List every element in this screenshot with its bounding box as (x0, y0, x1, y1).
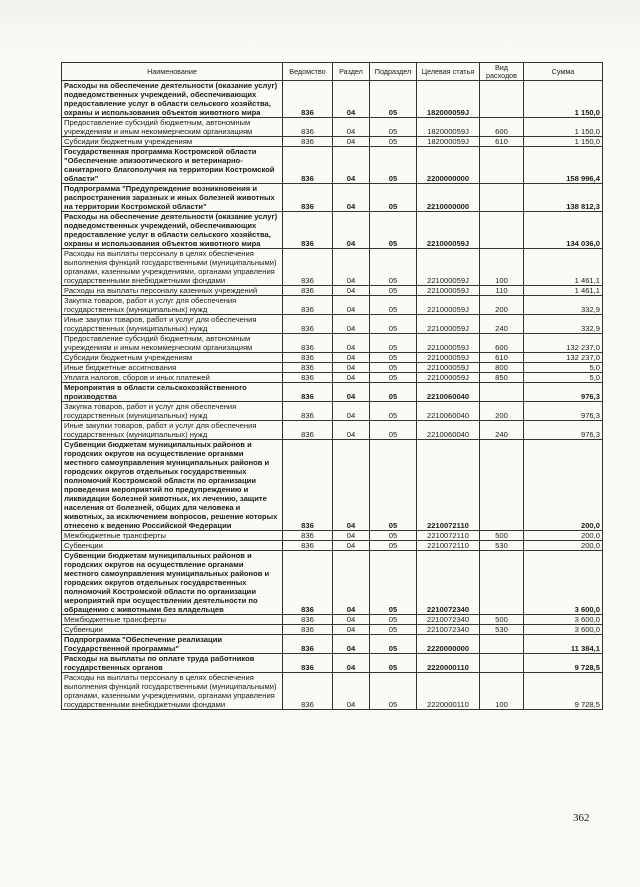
row-subsection: 05 (370, 249, 417, 286)
row-name: Расходы на обеспечение деятельности (оказание услуг) подведомственных учреждений, обеспечивающих предоставление услуг в области сельского хозяйства, охраны и использования объектов животного мира (62, 81, 283, 118)
scan-shading (0, 0, 640, 60)
header-section: Раздел (333, 63, 370, 81)
row-kind: 530 (480, 541, 524, 551)
row-subsection: 05 (370, 118, 417, 137)
row-target: 2210060040 (417, 402, 480, 421)
row-name: Подпрограмма "Обеспечение реализации Государственной программы" (62, 635, 283, 654)
row-dept: 836 (283, 635, 333, 654)
row-subsection: 05 (370, 315, 417, 334)
row-section: 04 (333, 296, 370, 315)
row-kind (480, 440, 524, 531)
row-kind (480, 654, 524, 673)
table-row (62, 363, 603, 373)
row-sum: 3 600,0 (524, 615, 603, 625)
row-name: Субсидии бюджетным учреждениям (62, 353, 283, 363)
row-subsection: 05 (370, 296, 417, 315)
header-target: Целевая статья (417, 63, 480, 81)
row-name: Расходы на выплаты по оплате труда работников государственных органов (62, 654, 283, 673)
row-dept: 836 (283, 147, 333, 184)
table-row (62, 373, 603, 383)
row-dept: 836 (283, 615, 333, 625)
row-dept: 836 (283, 118, 333, 137)
header-kind: Вид расходов (480, 63, 524, 81)
row-sum: 3 600,0 (524, 551, 603, 615)
row-section: 04 (333, 625, 370, 635)
row-section: 04 (333, 147, 370, 184)
row-sum: 332,9 (524, 296, 603, 315)
table-row (62, 615, 603, 625)
row-section: 04 (333, 402, 370, 421)
row-section: 04 (333, 81, 370, 118)
row-sum: 5,0 (524, 363, 603, 373)
row-kind (480, 635, 524, 654)
row-dept: 836 (283, 421, 333, 440)
row-sum: 134 036,0 (524, 212, 603, 249)
row-section: 04 (333, 286, 370, 296)
header-name: Наименование (62, 63, 283, 81)
table-row (62, 212, 603, 249)
row-section: 04 (333, 137, 370, 147)
row-subsection: 05 (370, 440, 417, 531)
row-name: Мероприятия в области сельскохозяйственного производства (62, 383, 283, 402)
row-name: Государственная программа Костромской области "Обеспечение эпизоотического и ветеринарно-санитарного благополучия на территории Костромской области" (62, 147, 283, 184)
budget-table (61, 62, 603, 710)
row-kind: 800 (480, 363, 524, 373)
header-sum: Сумма (524, 63, 603, 81)
row-sum: 3 600,0 (524, 625, 603, 635)
row-name: Расходы на выплаты персоналу в целях обеспечения выполнения функций государственными (муниципальными) органами, казенными учреждениями, органами управления государственными внебюджетными фондами (62, 673, 283, 710)
row-sum: 1 461,1 (524, 286, 603, 296)
row-name: Закупка товаров, работ и услуг для обеспечения государственных (муниципальных) нужд (62, 402, 283, 421)
row-kind (480, 147, 524, 184)
row-kind: 110 (480, 286, 524, 296)
row-dept: 836 (283, 551, 333, 615)
row-section: 04 (333, 315, 370, 334)
row-section: 04 (333, 673, 370, 710)
row-dept: 836 (283, 383, 333, 402)
row-dept: 836 (283, 625, 333, 635)
row-sum: 9 728,5 (524, 654, 603, 673)
row-sum: 1 461,1 (524, 249, 603, 286)
row-name: Субвенции (62, 541, 283, 551)
row-target: 2220000000 (417, 635, 480, 654)
row-name: Предоставление субсидий бюджетным, автономным учреждениям и иным некоммерческим организациям (62, 118, 283, 137)
row-dept: 836 (283, 137, 333, 147)
row-section: 04 (333, 363, 370, 373)
table-row (62, 315, 603, 334)
row-sum: 976,3 (524, 383, 603, 402)
row-subsection: 05 (370, 373, 417, 383)
row-section: 04 (333, 383, 370, 402)
row-section: 04 (333, 541, 370, 551)
page-number: 362 (573, 812, 590, 824)
row-kind (480, 383, 524, 402)
row-section: 04 (333, 531, 370, 541)
row-dept: 836 (283, 353, 333, 363)
table-row (62, 531, 603, 541)
table-row (62, 625, 603, 635)
row-kind: 100 (480, 249, 524, 286)
row-dept: 836 (283, 402, 333, 421)
row-kind: 240 (480, 421, 524, 440)
row-sum: 200,0 (524, 541, 603, 551)
row-target: 221000059J (417, 363, 480, 373)
row-subsection: 05 (370, 383, 417, 402)
row-section: 04 (333, 184, 370, 212)
row-dept: 836 (283, 315, 333, 334)
row-target: 221000059J (417, 249, 480, 286)
row-name: Иные бюджетные ассигнования (62, 363, 283, 373)
row-sum: 976,3 (524, 421, 603, 440)
row-dept: 836 (283, 363, 333, 373)
header-dept: Ведомство (283, 63, 333, 81)
row-kind (480, 81, 524, 118)
row-name: Расходы на обеспечение деятельности (оказание услуг) подведомственных учреждений, обеспечивающих предоставление услуг в области сельского хозяйства, охраны и использования объектов животного мира (62, 212, 283, 249)
row-sum: 5,0 (524, 373, 603, 383)
row-name: Подпрограмма "Предупреждение возникновения и распространения заразных и иных болезней животных на территории Костромской области" (62, 184, 283, 212)
row-sum: 200,0 (524, 531, 603, 541)
row-target: 182000059J (417, 137, 480, 147)
row-subsection: 05 (370, 615, 417, 625)
row-target: 2210072340 (417, 551, 480, 615)
row-subsection: 05 (370, 212, 417, 249)
row-name: Уплата налогов, сборов и иных платежей (62, 373, 283, 383)
row-sum: 1 150,0 (524, 137, 603, 147)
row-sum: 9 728,5 (524, 673, 603, 710)
row-section: 04 (333, 353, 370, 363)
row-dept: 836 (283, 334, 333, 353)
table-row (62, 421, 603, 440)
row-kind: 530 (480, 625, 524, 635)
table-row (62, 184, 603, 212)
row-target: 221000059J (417, 373, 480, 383)
row-kind (480, 184, 524, 212)
row-kind (480, 551, 524, 615)
row-sum: 976,3 (524, 402, 603, 421)
row-name: Расходы на выплаты персоналу в целях обеспечения выполнения функций государственными (муниципальными) органами, казенными учреждениями, органами управления государственными внебюджетными фондами (62, 249, 283, 286)
row-kind: 850 (480, 373, 524, 383)
row-dept: 836 (283, 531, 333, 541)
row-section: 04 (333, 249, 370, 286)
row-dept: 836 (283, 541, 333, 551)
row-subsection: 05 (370, 184, 417, 212)
row-subsection: 05 (370, 551, 417, 615)
row-section: 04 (333, 334, 370, 353)
row-kind: 500 (480, 615, 524, 625)
row-target: 2210072340 (417, 615, 480, 625)
row-subsection: 05 (370, 363, 417, 373)
row-sum: 138 812,3 (524, 184, 603, 212)
row-target: 2200000000 (417, 147, 480, 184)
row-subsection: 05 (370, 541, 417, 551)
row-subsection: 05 (370, 635, 417, 654)
table-row (62, 81, 603, 118)
row-name: Расходы на выплаты персоналу казенных учреждений (62, 286, 283, 296)
table-row (62, 147, 603, 184)
row-dept: 836 (283, 296, 333, 315)
row-name: Межбюджетные трансферты (62, 615, 283, 625)
header-subsection: Подраздел (370, 63, 417, 81)
row-sum: 1 150,0 (524, 81, 603, 118)
row-kind: 600 (480, 334, 524, 353)
table-row (62, 440, 603, 531)
row-subsection: 05 (370, 402, 417, 421)
row-section: 04 (333, 373, 370, 383)
row-section: 04 (333, 440, 370, 531)
row-target: 182000059J (417, 81, 480, 118)
row-subsection: 05 (370, 286, 417, 296)
row-name: Иные закупки товаров, работ и услуг для обеспечения государственных (муниципальных) нужд (62, 421, 283, 440)
row-subsection: 05 (370, 673, 417, 710)
row-subsection: 05 (370, 334, 417, 353)
table-row (62, 137, 603, 147)
row-dept: 836 (283, 373, 333, 383)
row-dept: 836 (283, 81, 333, 118)
row-name: Субсидии бюджетным учреждениям (62, 137, 283, 147)
row-dept: 836 (283, 184, 333, 212)
row-target: 2220000110 (417, 654, 480, 673)
table-row (62, 296, 603, 315)
table-row (62, 541, 603, 551)
row-sum: 332,9 (524, 315, 603, 334)
row-name: Межбюджетные трансферты (62, 531, 283, 541)
row-target: 221000059J (417, 296, 480, 315)
row-section: 04 (333, 635, 370, 654)
row-dept: 836 (283, 673, 333, 710)
row-sum: 1 150,0 (524, 118, 603, 137)
row-sum: 200,0 (524, 440, 603, 531)
row-target: 221000059J (417, 286, 480, 296)
table-header-row (62, 63, 603, 81)
row-section: 04 (333, 118, 370, 137)
row-subsection: 05 (370, 531, 417, 541)
row-sum: 158 996,4 (524, 147, 603, 184)
table-row (62, 353, 603, 363)
row-sum: 132 237,0 (524, 334, 603, 353)
row-target: 221000059J (417, 353, 480, 363)
row-sum: 132 237,0 (524, 353, 603, 363)
row-target: 221000059J (417, 334, 480, 353)
row-name: Иные закупки товаров, работ и услуг для обеспечения государственных (муниципальных) нужд (62, 315, 283, 334)
row-subsection: 05 (370, 81, 417, 118)
row-dept: 836 (283, 440, 333, 531)
row-name: Субвенции бюджетам муниципальных районов и городских округов на осуществление органами местного самоуправления муниципальных районов и городских округов отдельных государственных полномочий Костромской области по организации проведения мероприятий по предупреждению и ликвидации болезней животных, их лечению, защите населения от болезней, общих для человека и животных, за исключением вопросов, решение которых отнесено к ведению Российской Федерации (62, 440, 283, 531)
row-dept: 836 (283, 249, 333, 286)
row-section: 04 (333, 212, 370, 249)
row-kind: 500 (480, 531, 524, 541)
row-name: Закупка товаров, работ и услуг для обеспечения государственных (муниципальных) нужд (62, 296, 283, 315)
row-target: 2210072110 (417, 440, 480, 531)
table-row (62, 118, 603, 137)
row-section: 04 (333, 654, 370, 673)
row-section: 04 (333, 421, 370, 440)
table-row (62, 334, 603, 353)
row-kind: 100 (480, 673, 524, 710)
row-section: 04 (333, 551, 370, 615)
row-target: 2210072110 (417, 531, 480, 541)
row-dept: 836 (283, 654, 333, 673)
row-subsection: 05 (370, 625, 417, 635)
row-target: 221000059J (417, 212, 480, 249)
row-target: 2210072340 (417, 625, 480, 635)
row-kind: 610 (480, 137, 524, 147)
row-kind: 600 (480, 118, 524, 137)
table-row (62, 551, 603, 615)
row-sum: 11 384,1 (524, 635, 603, 654)
row-kind: 240 (480, 315, 524, 334)
table-row (62, 673, 603, 710)
row-name: Субвенции бюджетам муниципальных районов и городских округов на осуществление органами местного самоуправления муниципальных районов и городских округов отдельных государственных полномочий Костромской области по организации мероприятий при осуществлении деятельности по обращению с животными без владельцев (62, 551, 283, 615)
row-subsection: 05 (370, 147, 417, 184)
table-row (62, 383, 603, 402)
table-row (62, 286, 603, 296)
row-name: Субвенции (62, 625, 283, 635)
row-name: Предоставление субсидий бюджетным, автономным учреждениям и иным некоммерческим организациям (62, 334, 283, 353)
row-dept: 836 (283, 286, 333, 296)
table-row (62, 635, 603, 654)
row-target: 221000059J (417, 315, 480, 334)
row-target: 2210000000 (417, 184, 480, 212)
table-row (62, 402, 603, 421)
row-dept: 836 (283, 212, 333, 249)
row-section: 04 (333, 615, 370, 625)
row-subsection: 05 (370, 137, 417, 147)
table-row (62, 249, 603, 286)
row-subsection: 05 (370, 353, 417, 363)
row-kind: 200 (480, 296, 524, 315)
table-body (62, 81, 603, 710)
row-target: 2210072110 (417, 541, 480, 551)
row-target: 2210060040 (417, 421, 480, 440)
row-kind (480, 212, 524, 249)
row-subsection: 05 (370, 421, 417, 440)
row-target: 2220000110 (417, 673, 480, 710)
row-target: 2210060040 (417, 383, 480, 402)
row-target: 182000059J (417, 118, 480, 137)
row-kind: 610 (480, 353, 524, 363)
row-subsection: 05 (370, 654, 417, 673)
row-kind: 200 (480, 402, 524, 421)
table-row (62, 654, 603, 673)
